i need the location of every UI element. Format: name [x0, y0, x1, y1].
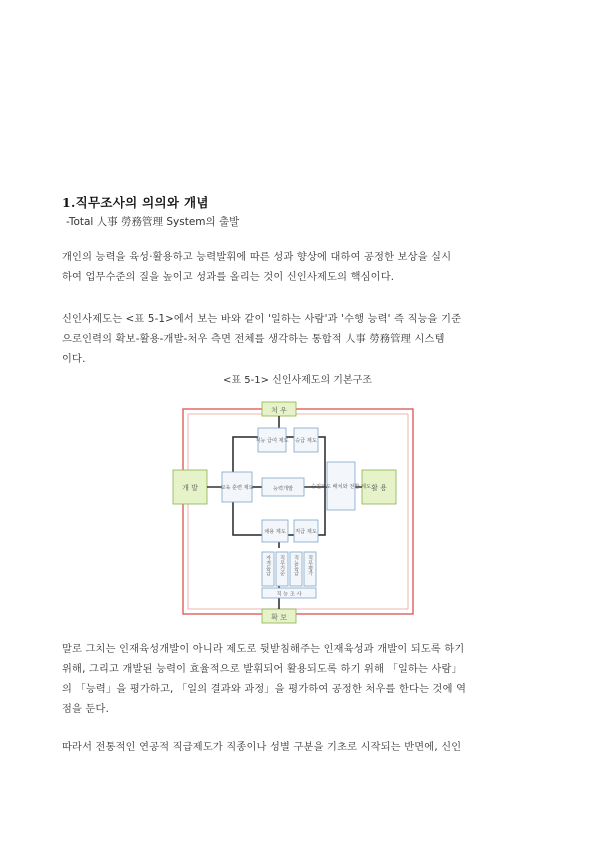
- box-top-right-label: 승급 제도: [295, 438, 317, 444]
- column-label: 직무평가: [307, 555, 313, 576]
- figure-caption: <표 5-1> 신인사제도의 기본구조: [223, 375, 372, 386]
- paragraph-3: [62, 640, 540, 720]
- top-box-label: 처 우: [271, 406, 287, 415]
- paragraph-2-line: 신인사제도는 <표 5-1>에서 보는 바와 같이 '일하는 사람'과 '수행 능력' 즉 직능을 기준: [62, 314, 462, 325]
- box-top-left-label: 직능 급여 제도: [255, 438, 289, 444]
- box-right-label: 승진제도 배치와 전환 제도: [310, 484, 372, 490]
- paragraph-3-line: 말로 그치는 인재육성개발이 아니라 제도로 뒷받침해주는 인재육성과 개발이 되도록 하기: [62, 644, 465, 655]
- left-box-label: 개 발: [182, 484, 198, 492]
- column-label: 직무기준: [279, 555, 285, 576]
- paragraph-3-line: 점을 둔다.: [62, 704, 110, 715]
- column-label: 자격등급: [265, 555, 271, 576]
- paragraph-1-line: 하여 업무수준의 질을 높이고 성과를 올리는 것이 신인사제도의 핵심이다.: [62, 272, 395, 283]
- paragraph-2-line: 으로인력의 확보-활용-개발-처우 측면 전체를 생각하는 통합적 人事 勞務管理 시스템: [62, 334, 445, 345]
- paragraph-4-line: 따라서 전통적인 연공적 직급제도가 직종이나 성별 구분을 기초로 시작되는 반면에, 신인: [62, 742, 462, 753]
- bottom-box-label: 확 보: [271, 613, 287, 622]
- right-box-label: 활 용: [371, 484, 387, 492]
- box-bottom-right-label: 직급 제도: [295, 529, 317, 535]
- box-bottom-left-label: 채용 제도: [264, 529, 286, 535]
- column-label: 직능등급: [293, 555, 299, 576]
- box-center-label: 능력개발: [272, 486, 294, 492]
- paragraph-1-line: 개인의 능력을 육성·활용하고 능력발휘에 따른 성과 향상에 대하여 공정한 보상을 실시: [62, 252, 452, 263]
- paragraph-3-line: 위해, 그리고 개발된 능력이 효율적으로 발휘되어 활용되도록 하기 위해 「일하는 사람」: [62, 664, 462, 675]
- bottom-bar-label: 직 능 조 사: [276, 591, 302, 598]
- section-subheading: -Total 人事 勞務管理 System의 출발: [66, 216, 240, 228]
- paragraph-4: [62, 738, 540, 758]
- paragraph-2-line: 이다.: [62, 354, 86, 365]
- paragraph-3-line: 의 「능력」을 평가하고, 「일의 결과와 과정」을 평가하여 공정한 처우를 한다는 것에 역: [62, 684, 467, 695]
- box-left-label: 교육 훈련 제도: [220, 485, 254, 491]
- section-heading: 1.직무조사의 의의와 개념: [62, 195, 209, 210]
